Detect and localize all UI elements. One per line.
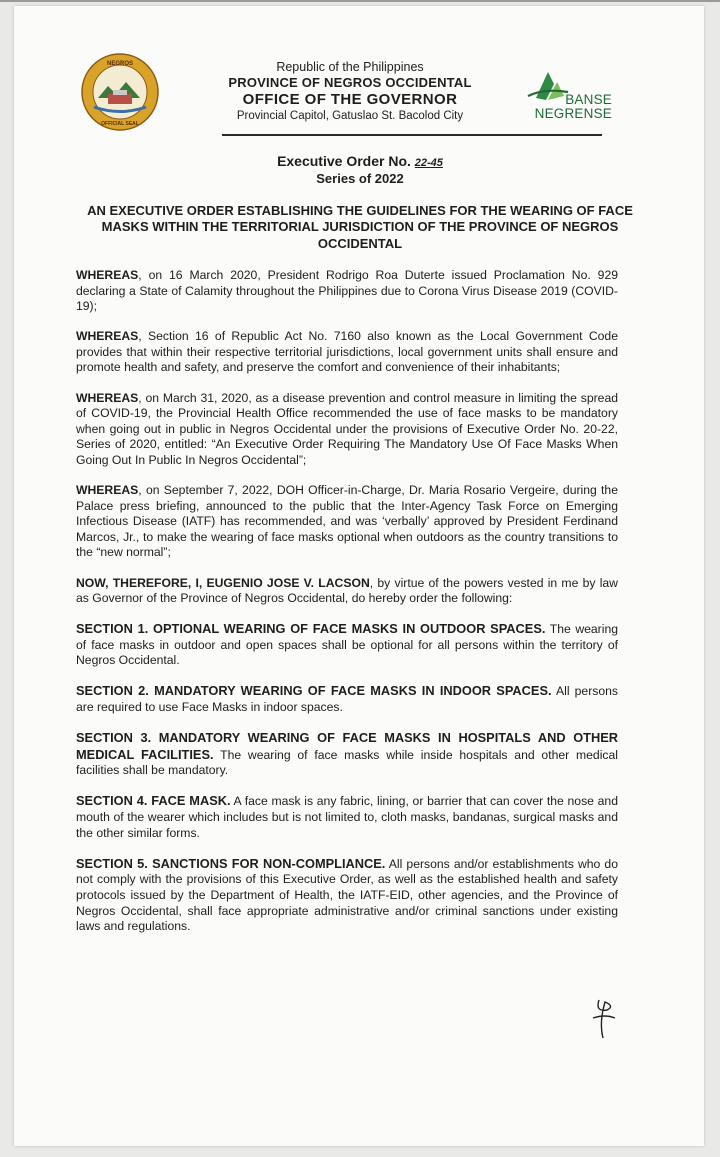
section-title: SECTION 5. SANCTIONS FOR NON-COMPLIANCE.	[76, 855, 386, 871]
now-therefore-paragraph	[76, 576, 618, 607]
svg-text:OFFICIAL SEAL: OFFICIAL SEAL	[101, 121, 139, 127]
order-series: Series of 2022	[316, 171, 404, 186]
section-title: SECTION 3. MANDATORY WEARING OF FACE MASKS IN HOSPITALS AND OTHER MEDICAL FACILITIES.	[76, 730, 618, 762]
executive-order-title	[0, 153, 720, 169]
paragraph-lead: WHEREAS	[76, 329, 139, 344]
office-label: OFFICE OF THE GOVERNOR	[242, 91, 458, 109]
banse-negrense-logo-text	[527, 93, 612, 121]
address-label: Provincial Capitol, Gatuslao St. Bacolod City	[236, 110, 464, 123]
provincial-seal-icon	[80, 52, 160, 132]
paragraph-text: , Section 16 of Republic Act No. 7160 also known as the Local Government Code provides that within their respective territorial jurisdictions, local government units shall ensure and promote health and safety, and preserve the comfort and convenience of their inhabitants;	[76, 329, 618, 375]
republic-label: Republic of the Philippines	[276, 60, 424, 74]
order-prefix: Executive Order No.	[277, 153, 415, 169]
section-title: SECTION 1. OPTIONAL WEARING OF FACE MASKS IN OUTDOOR SPACES.	[76, 621, 546, 637]
whereas-paragraph	[76, 329, 618, 376]
whereas-paragraph	[76, 268, 618, 315]
section-text: All persons and/or establishments who do not comply with the provisions of this Executive Order, as well as the established health and safety protocols issued by the Department of Health, the IATF-EID, other agencies, and the Province of Negros Occidental, shall face appropriate administrative and/or criminal sanctions under existing laws and regulations.	[76, 856, 618, 934]
paragraph-text: , on March 31, 2020, as a disease prevention and control measure in limiting the spread of COVID-19, the Provincial Health Office recommended the use of face masks to be mandatory when going out in public in Negros Occidental under the provisions of Executive Order No. 20-22, Series of 2020, entitled: “An Executive Order Requiring The Mandatory Use Of Face Masks When Going Out In Public In Negros Occidental”;	[76, 390, 618, 467]
section-text: The wearing of face masks in outdoor and open spaces shall be optional for all persons within the territory of Negros Occidental.	[76, 622, 619, 668]
logo-line-1: BANSE	[565, 92, 612, 107]
paragraph-text: , on 16 March 2020, President Rodrigo Roa Duterte issued Proclamation No. 929 declaring a State of Calamity throughout the Philippines due to Corona Virus Disease 2019 (COVID-19);	[76, 268, 618, 314]
paragraph-text: , by virtue of the powers vested in me by law as Governor of the Province of Negros Occidental, do hereby order the following:	[76, 575, 618, 606]
section-text: The wearing of face masks while inside hospitals and other medical facilities shall be mandatory.	[76, 747, 618, 778]
logo-line-2: NEGRENSE	[534, 106, 612, 122]
section-text: A face mask is any fabric, lining, or barrier that can cover the nose and mouth of the wearer which includes but is not limited to, cloth masks, bandanas, surgical masks and the other similar forms.	[76, 794, 618, 840]
section-title: SECTION 4. FACE MASK.	[76, 793, 231, 809]
svg-text:NEGROS: NEGROS	[106, 61, 134, 67]
paragraph-lead: NOW, THEREFORE, I, EUGENIO JOSE V. LACSON	[76, 575, 370, 590]
province-label: PROVINCE OF NEGROS OCCIDENTAL	[228, 75, 472, 91]
paragraph-lead: WHEREAS	[76, 268, 139, 282]
top-border	[0, 0, 720, 2]
whereas-paragraph	[76, 483, 618, 561]
section-1	[76, 621, 618, 669]
section-4	[76, 793, 618, 841]
order-heading: AN EXECUTIVE ORDER ESTABLISHING THE GUIDELINES FOR THE WEARING OF FACE MASKS WITHIN THE TERRITORIAL JURISDICTION OF THE PROVINCE OF NEGROS OCCIDENTAL	[87, 203, 633, 251]
paragraph-text: , on September 7, 2022, DOH Officer-in-Charge, Dr. Maria Rosario Vergeire, during the Palace press briefing, announced to the public that the Inter-Agency Task Force on Emerging Infectious Disease (IATF) has recommended, and was ‘verbally’ approved by President Ferdinand Marcos, Jr., to make the wearing of face masks optional when outdoors as the country transitions to the “new normal”;	[76, 483, 618, 560]
section-3	[76, 730, 618, 779]
section-text: All persons are required to use Face Masks in indoor spaces.	[76, 684, 618, 715]
paragraph-lead: WHEREAS	[76, 483, 139, 498]
order-number: 22-45	[414, 157, 443, 169]
section-5	[76, 856, 618, 935]
paragraph-lead: WHEREAS	[76, 390, 139, 405]
header-divider	[222, 134, 602, 136]
signature-initial-icon	[585, 992, 625, 1042]
letterhead	[200, 60, 500, 123]
section-2	[76, 683, 618, 715]
section-title: SECTION 2. MANDATORY WEARING OF FACE MASKS IN INDOOR SPACES.	[76, 683, 552, 699]
document-body	[76, 268, 618, 949]
whereas-paragraph	[76, 391, 618, 469]
